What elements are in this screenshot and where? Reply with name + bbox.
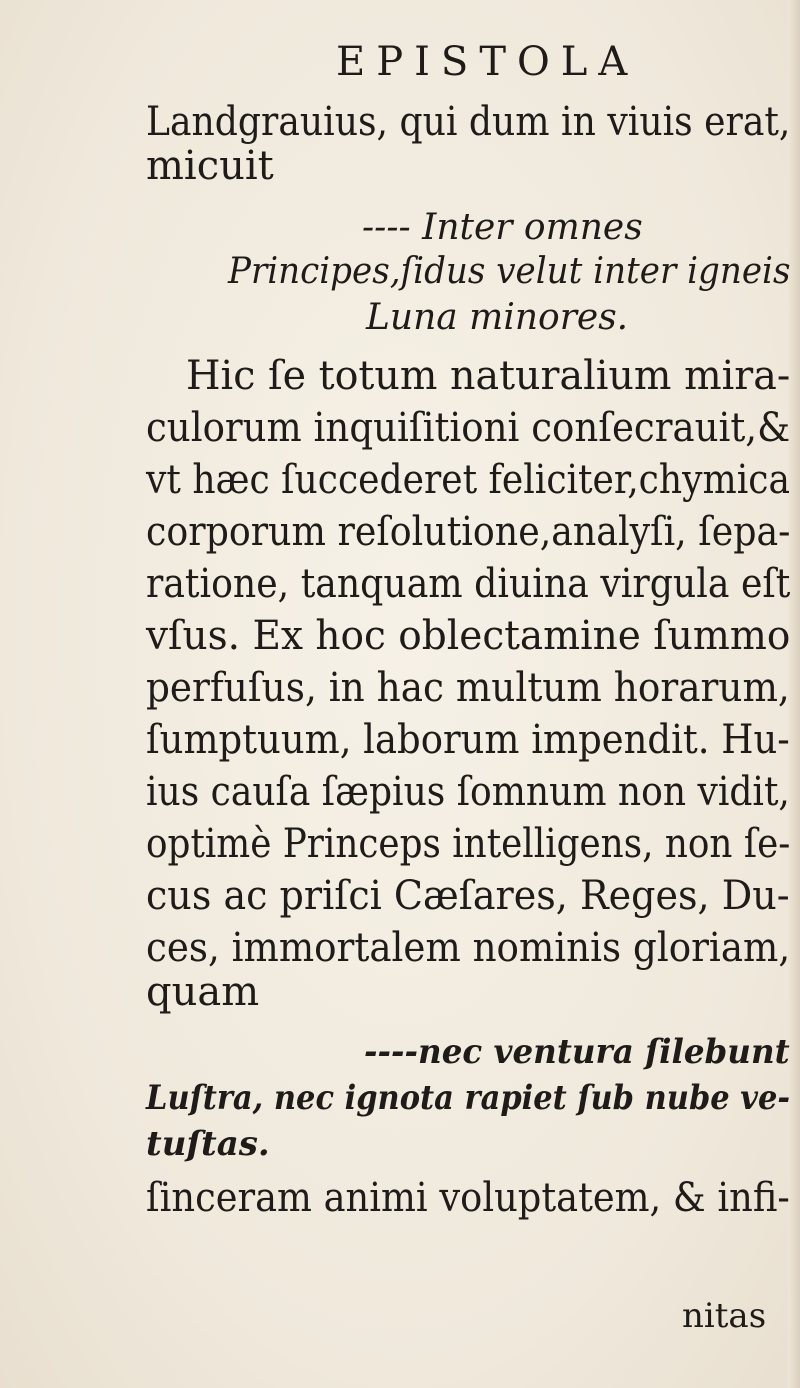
text-line: optimè Princeps intelligens, non ſe-: [146, 821, 791, 867]
text-line: perfuſus, in hac multum horarum,: [146, 665, 790, 711]
text-line: micuit: [146, 143, 274, 189]
running-header: EPISTOLA: [336, 39, 639, 85]
verse-line: ---- Inter omnes: [362, 207, 643, 248]
text-line: vſus. Ex hoc oblectamine ſummo: [146, 613, 791, 659]
verse-line: Principes,ſidus velut inter igneis: [228, 251, 791, 292]
text-line: corporum reſolutione,analyſi, ſepa-: [146, 509, 791, 555]
text-line: ratione, tanquam diuina virgula eſt: [146, 561, 791, 607]
catchword: nitas: [682, 1296, 767, 1336]
text-line: quam: [146, 969, 260, 1015]
text-line: ces, immortalem nominis gloriam,: [146, 925, 791, 971]
text-line: vt hæc ſuccederet feliciter,chymica: [146, 457, 790, 503]
text-line: Landgrauius, qui dum in viuis erat,: [146, 99, 791, 145]
text-line: Hic ſe totum naturalium mira-: [186, 353, 791, 399]
verse-line: ----nec ventura ſilebunt: [364, 1032, 790, 1072]
text-line: ſumptuum, laborum impendit. Hu-: [146, 717, 790, 763]
verse-line: Luſtra, nec ignota rapiet ſub nube ve-: [146, 1078, 791, 1118]
verse-line: Luna minores.: [366, 297, 629, 338]
text-line: ius cauſa ſæpius ſomnum non vidit,: [146, 769, 790, 815]
text-line: culorum inquiſitioni conſecrauit,&: [146, 405, 791, 451]
text-line: ſinceram animi voluptatem, & infi-: [146, 1175, 790, 1221]
verse-line: tuſtas.: [146, 1124, 270, 1164]
text-line: cus ac priſci Cæſares, Reges, Du-: [146, 873, 790, 919]
